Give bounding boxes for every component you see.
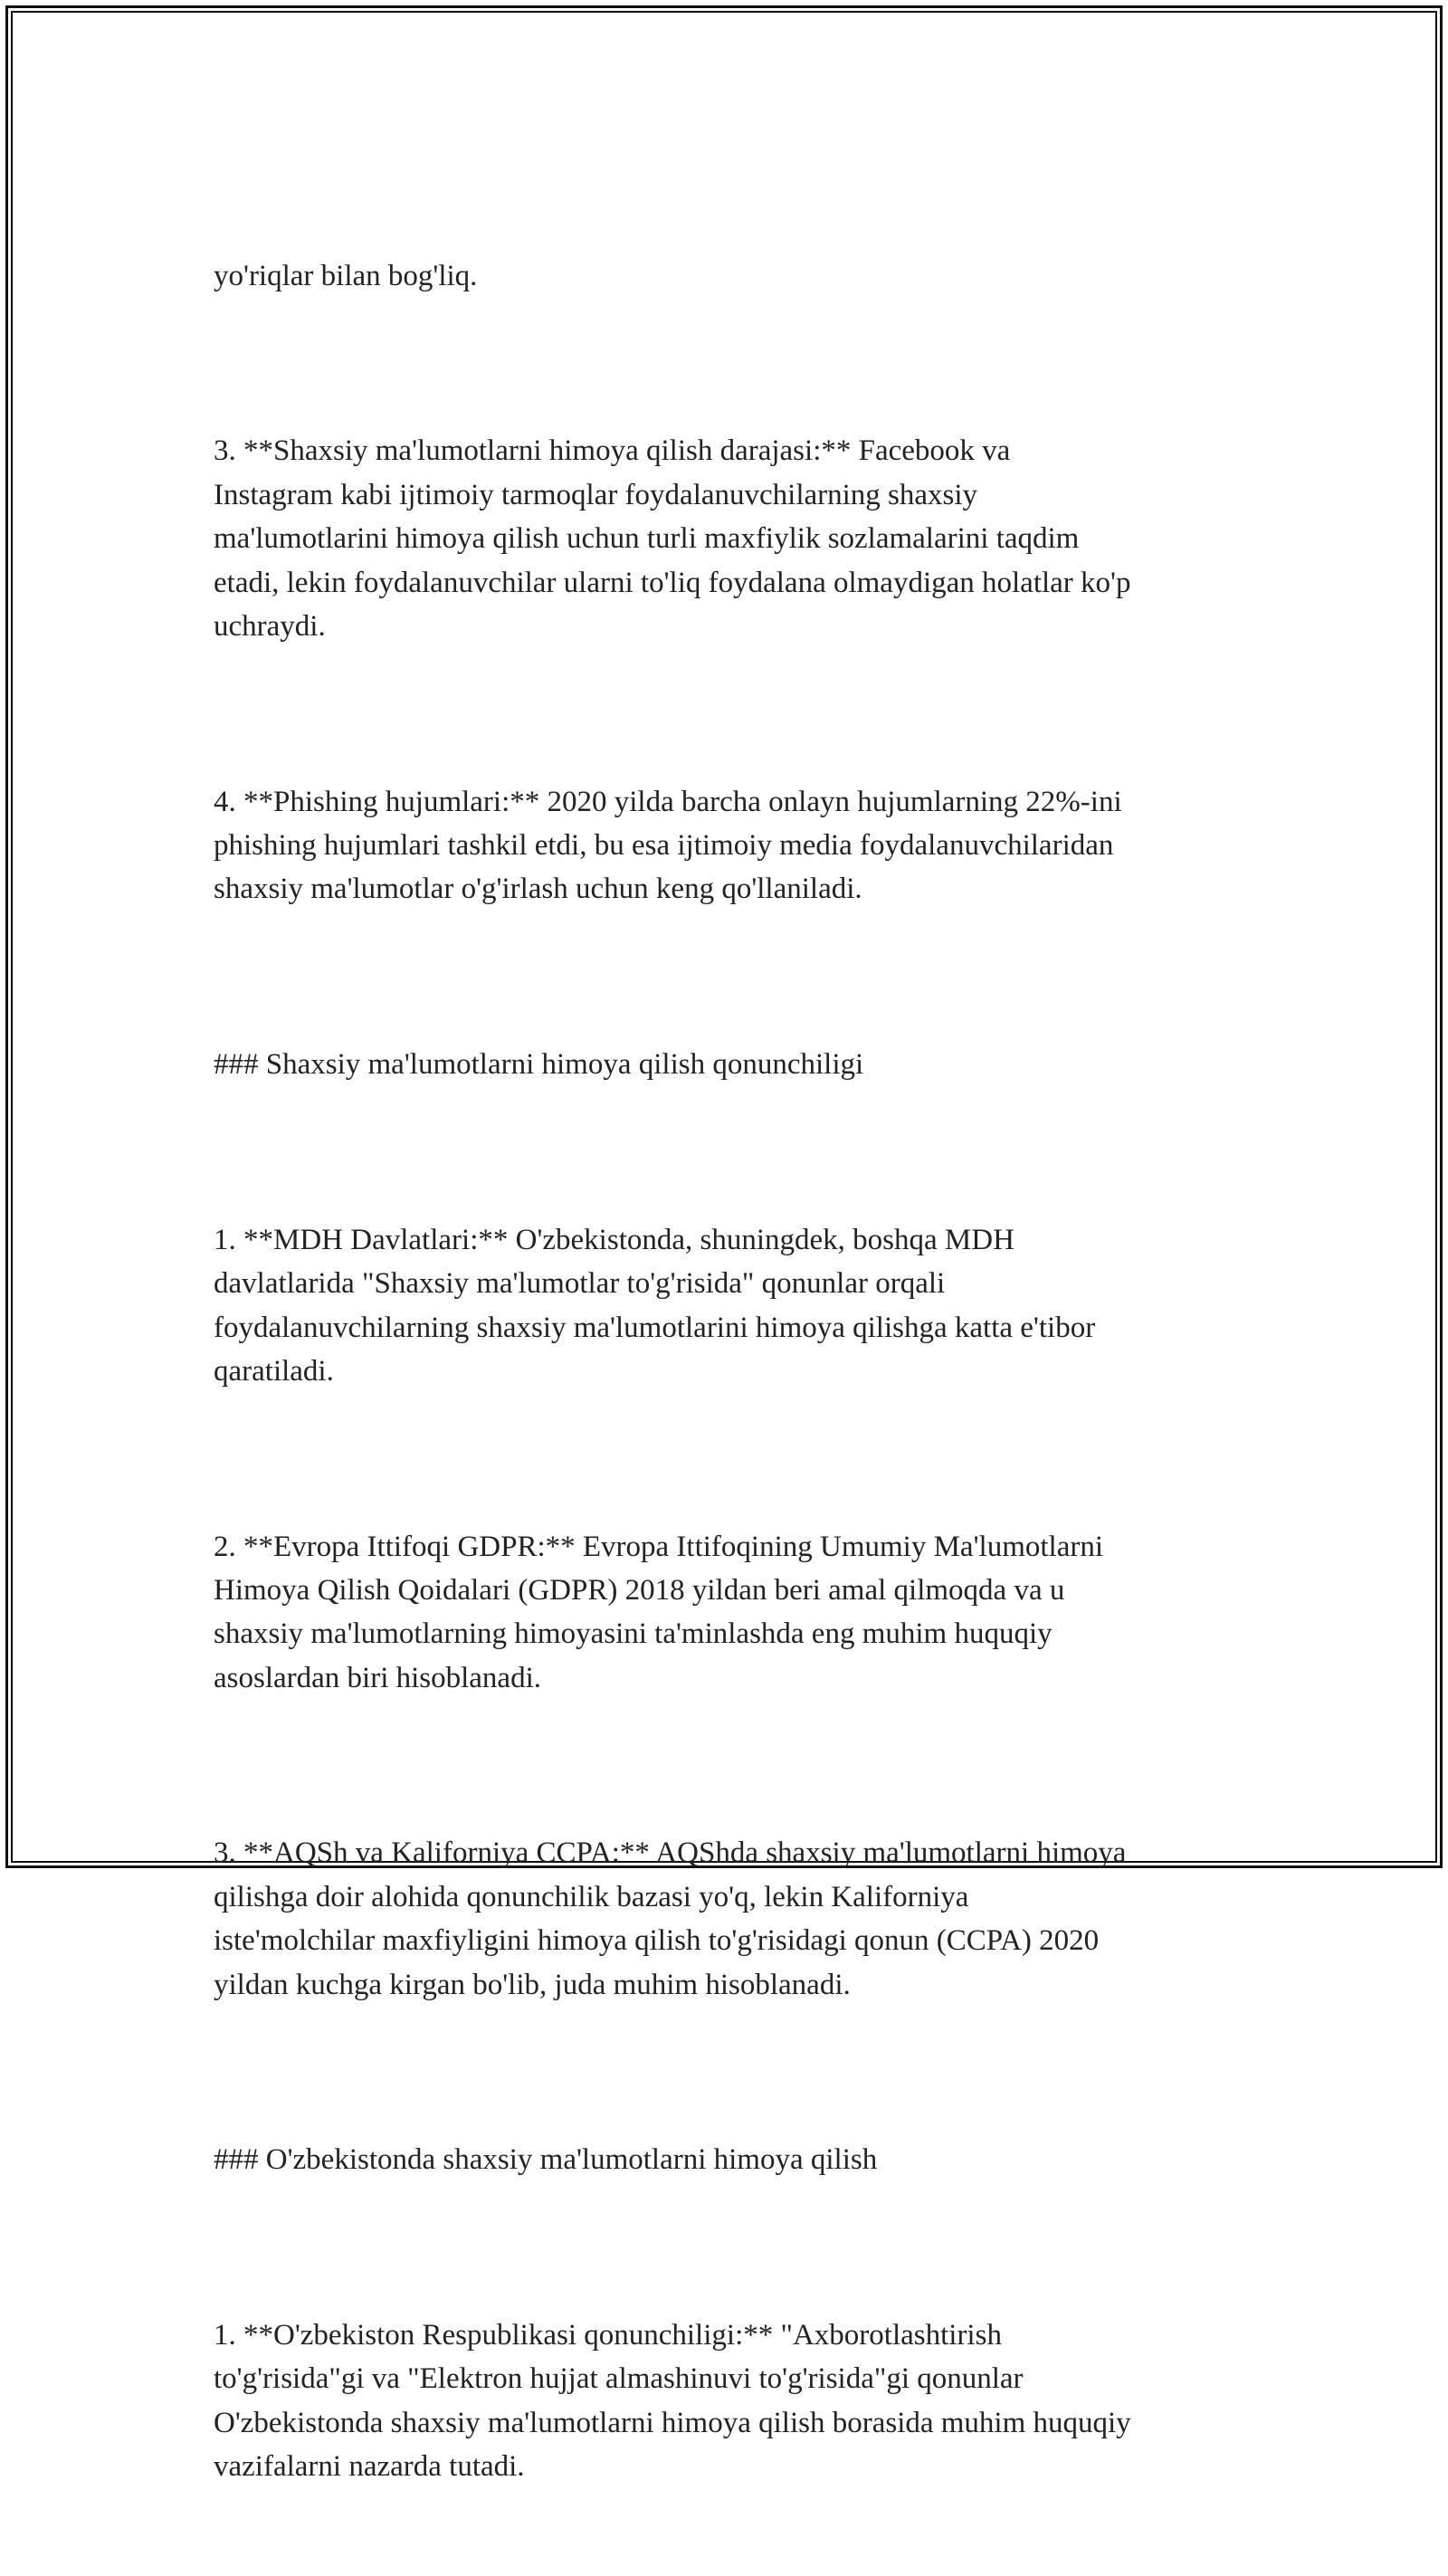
- paragraph-continuation: yo'riqlar bilan bog'liq.: [214, 259, 478, 292]
- paragraph-privacy-level: 3. **Shaxsiy ma'lumotlarni himoya qilish darajasi:** Facebook va Instagram kabi ijtimoiy tarmoqlar foydalanuvchilarning shaxsiy ma'lumotlarini himoya qilish uchun turli maxfiylik sozlamalarini taqdim etadi, lekin foydalanuvchilar ularni to'liq foydalana olmaydigan holatlar ko'p uchraydi.: [214, 434, 1131, 644]
- heading-uzbekistan: ### O'zbekistonda shaxsiy ma'lumotlarni himoya qilish: [214, 2143, 878, 2177]
- document-body: [214, 167, 1254, 2576]
- heading-legislation: ### Shaxsiy ma'lumotlarni himoya qilish qonunchiligi: [214, 1048, 864, 1082]
- paragraph-cis: 1. **MDH Davlatlari:** O'zbekistonda, shuningdek, boshqa MDH davlatlarida "Shaxsiy ma'lumotlar to'g'risida" qonunlar orqali foydalanuvchilarning shaxsiy ma'lumotlarini himoya qilishga katta e'tibor qaratiladi.: [214, 1223, 1096, 1388]
- paragraph-uzbek-law: 1. **O'zbekiston Respublikasi qonunchiligi:** "Axborotlashtirish to'g'risida"gi va "Elektron hujjat almashinuvi to'g'risida"gi qonunlar O'zbekistonda shaxsiy ma'lumotlarni himoya qilish borasida muhim huquqiy vazifalarni nazarda tutadi.: [214, 2318, 1131, 2483]
- paragraph-gdpr: 2. **Evropa Ittifoqi GDPR:** Evropa Ittifoqining Umumiy Ma'lumotlarni Himoya Qilish Qoidalari (GDPR) 2018 yildan beri amal qilmoqda va u shaxsiy ma'lumotlarning himoyasini ta'minlashda eng muhim huquqiy asoslardan biri hisoblanadi.: [214, 1530, 1104, 1694]
- paragraph-ccpa: 3. **AQSh va Kaliforniya CCPA:** AQShda shaxsiy ma'lumotlarni himoya qilishga doir alohida qonunchilik bazasi yo'q, lekin Kaliforniya iste'molchilar maxfiyligini himoya qilish to'g'risidagi qonun (CCPA) 2020 yildan kuchga kirgan bo'lib, juda muhim hisoblanadi.: [214, 1837, 1127, 2001]
- paragraph-phishing: 4. **Phishing hujumlari:** 2020 yilda barcha onlayn hujumlarning 22%-ini phishing hujumlari tashkil etdi, bu esa ijtimoiy media foydalanuvchilaridan shaxsiy ma'lumotlar o'g'irlash uchun keng qo'llaniladi.: [214, 785, 1122, 906]
